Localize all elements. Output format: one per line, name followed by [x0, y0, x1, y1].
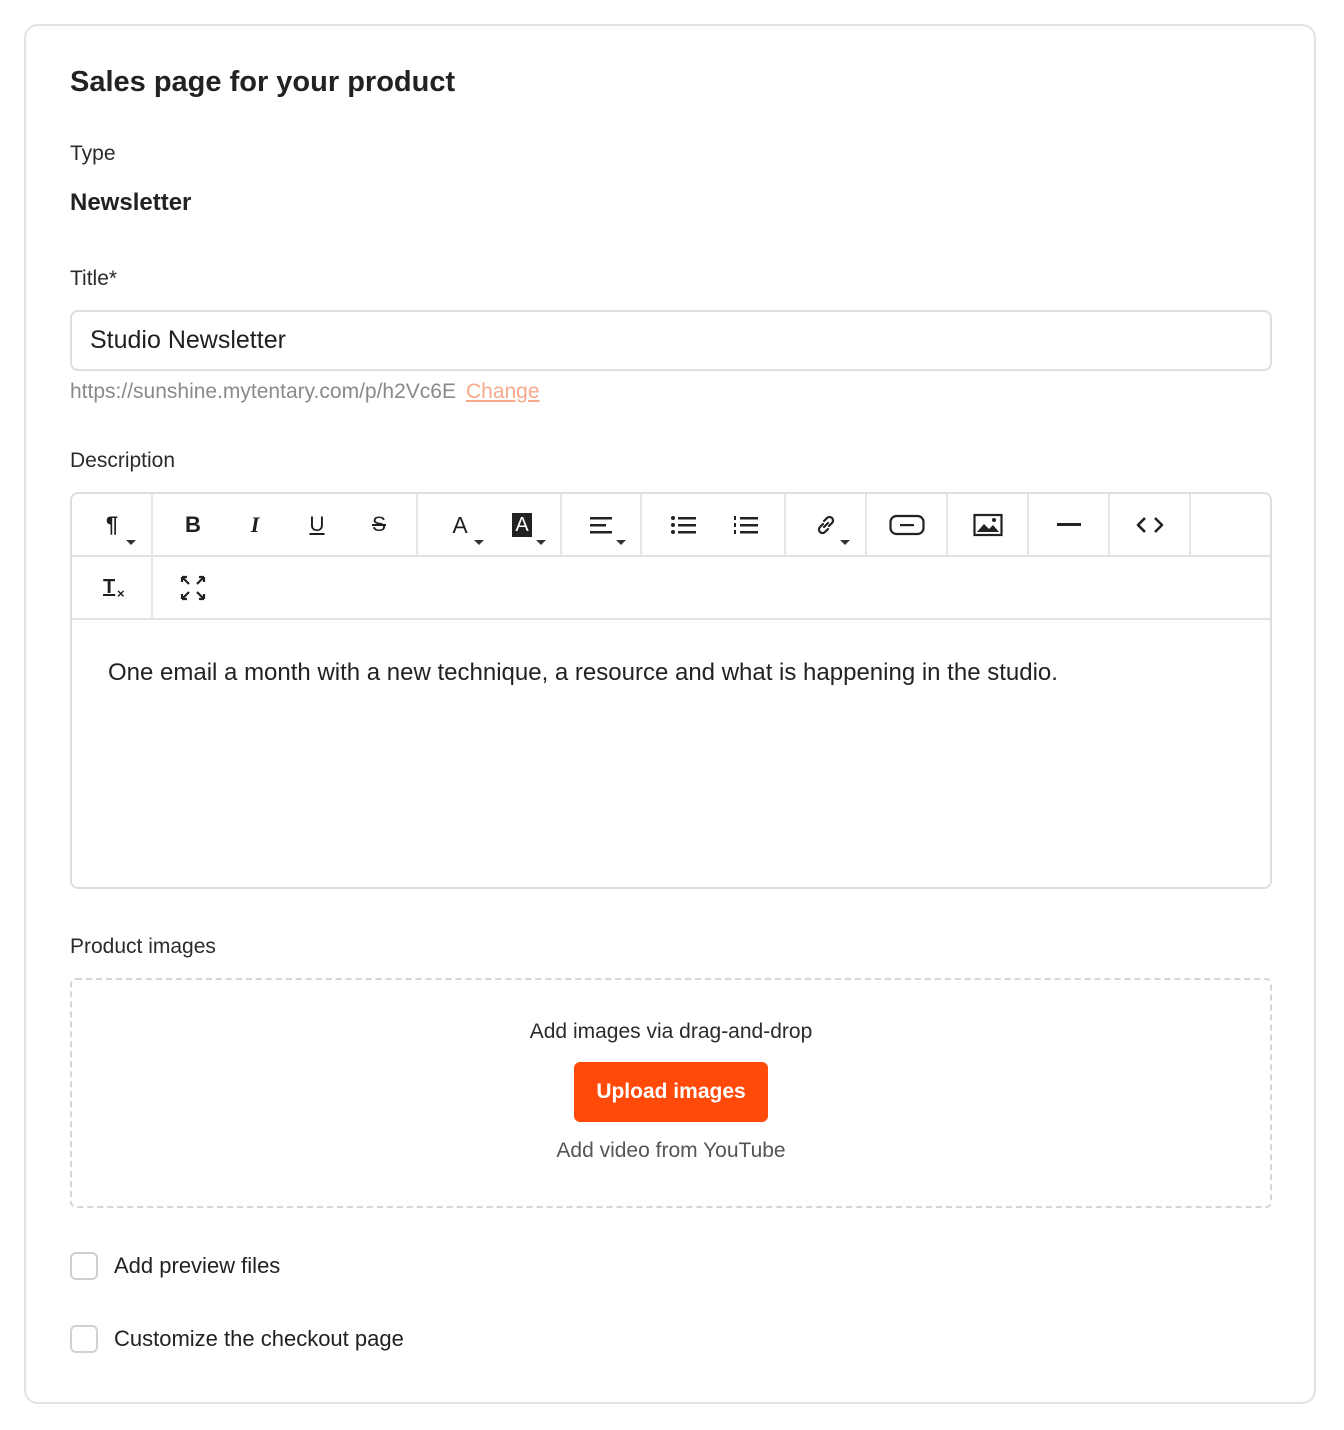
editor-toolbar-row-1	[72, 494, 1270, 557]
highlight-color-button[interactable]	[496, 502, 548, 548]
bold-icon: B	[185, 512, 201, 537]
paragraph-format-button[interactable]	[86, 502, 138, 548]
chevron-down-icon	[474, 540, 484, 545]
toolbar-group-rule	[1029, 494, 1110, 555]
product-url: https://sunshine.mytentary.com/p/h2Vc6E	[70, 380, 456, 403]
paragraph-icon: ¶	[105, 512, 119, 537]
description-editor	[70, 492, 1272, 889]
type-value: Newsletter	[70, 189, 192, 216]
description-label: Description	[70, 449, 176, 472]
description-text: One email a month with a new technique, a resource and what is happening in the studio.	[108, 659, 1058, 686]
image-dropzone[interactable]	[70, 978, 1272, 1208]
button-icon	[889, 514, 925, 536]
chevron-down-icon	[840, 540, 850, 545]
toolbar-group-fullscreen	[153, 557, 234, 618]
strikethrough-icon: S	[371, 513, 386, 536]
bold-button[interactable]	[167, 502, 219, 548]
insert-button-button[interactable]	[881, 502, 933, 548]
change-url-link[interactable]: Change	[465, 380, 540, 403]
highlight-color-icon: A	[512, 513, 531, 537]
italic-button[interactable]	[229, 502, 281, 548]
toolbar-group-format	[72, 494, 153, 555]
customize-checkout-checkbox[interactable]	[70, 1325, 98, 1353]
dropzone-hint: Add images via drag-and-drop	[529, 1020, 813, 1043]
underline-button[interactable]	[291, 502, 343, 548]
clear-format-icon: T ×	[103, 576, 125, 601]
chevron-down-icon	[536, 540, 546, 545]
type-label: Type	[70, 142, 116, 165]
insert-image-button[interactable]	[962, 502, 1014, 548]
italic-icon: I	[250, 512, 260, 537]
align-button[interactable]	[576, 502, 628, 548]
text-color-icon: A	[452, 511, 468, 538]
toolbar-group-style	[153, 494, 418, 555]
product-images-label: Product images	[70, 935, 216, 958]
description-editor-content[interactable]	[72, 620, 1270, 887]
toolbar-group-button	[867, 494, 948, 555]
customize-checkout-label: Customize the checkout page	[114, 1326, 404, 1351]
toolbar-group-code	[1110, 494, 1191, 555]
horizontal-rule-icon	[1057, 522, 1081, 528]
chevron-down-icon	[616, 540, 626, 545]
toolbar-group-empty	[1191, 494, 1272, 555]
editor-toolbar-row-2	[72, 557, 1270, 620]
align-icon	[590, 515, 614, 535]
title-input[interactable]	[70, 310, 1272, 371]
clear-format-button[interactable]	[88, 565, 140, 611]
bullet-list-button[interactable]	[658, 502, 710, 548]
numbered-list-icon	[733, 515, 759, 535]
image-icon	[973, 513, 1003, 537]
code-icon	[1136, 515, 1164, 535]
toolbar-group-lists	[642, 494, 786, 555]
strikethrough-button[interactable]	[353, 502, 405, 548]
toolbar-group-clear	[72, 557, 153, 618]
product-url-row	[70, 380, 540, 404]
fullscreen-icon	[180, 575, 206, 601]
numbered-list-button[interactable]	[720, 502, 772, 548]
customize-checkout-option	[70, 1325, 404, 1353]
title-label: Title*	[70, 267, 118, 290]
add-youtube-video-link[interactable]: Add video from YouTube	[556, 1139, 786, 1162]
preview-files-checkbox[interactable]	[70, 1252, 98, 1280]
preview-files-label: Add preview files	[114, 1253, 281, 1278]
page-title: Sales page for your product	[70, 66, 456, 98]
chevron-down-icon	[126, 540, 136, 545]
code-view-button[interactable]	[1124, 502, 1176, 548]
upload-images-button[interactable]: Upload images	[574, 1062, 768, 1122]
preview-files-option	[70, 1252, 280, 1280]
bullet-list-icon	[671, 515, 697, 535]
fullscreen-button[interactable]	[167, 565, 219, 611]
link-button[interactable]	[800, 502, 852, 548]
toolbar-group-image	[948, 494, 1029, 555]
toolbar-group-link	[786, 494, 867, 555]
link-icon	[814, 513, 838, 537]
text-color-button[interactable]	[434, 502, 486, 548]
toolbar-group-color	[418, 494, 562, 555]
horizontal-rule-button[interactable]	[1043, 502, 1095, 548]
toolbar-group-align	[562, 494, 642, 555]
underline-icon: U	[309, 513, 325, 536]
